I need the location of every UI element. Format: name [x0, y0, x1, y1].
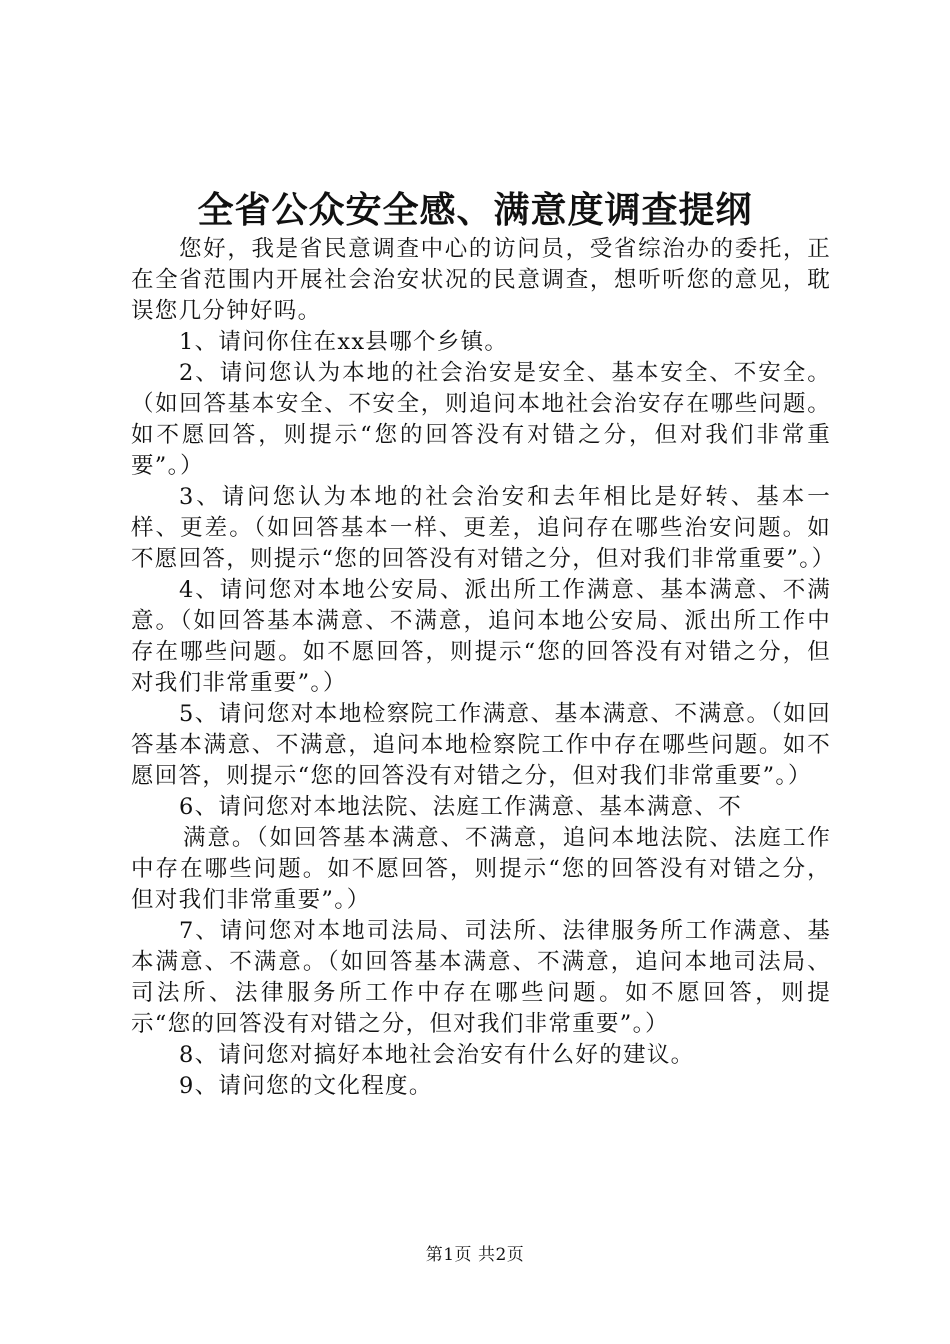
question-1: 1、请问你住在xx县哪个乡镇。 — [179, 329, 509, 355]
question-4: 4、请问您对本地公安局、派出所工作满意、基本满意、不满意。（如回答基本满意、不满意，追问本地公安局、派出所工作中存在哪些问题。如不愿回答，则提示“您的回答没有对错之分，但对我们非常重要”。） — [131, 577, 831, 696]
question-9: 9、请问您的文化程度。 — [179, 1073, 433, 1099]
intro-paragraph: 您好，我是省民意调查中心的访问员，受省综治办的委托，正在全省范围内开展社会治安状况的民意调查，想听听您的意见，耽误您几分钟好吗。 — [131, 236, 831, 324]
document-title: 全省公众安全感、满意度调查提纲 — [197, 189, 753, 231]
page-number-footer: 第1页 共2页 — [425, 1245, 525, 1265]
question-3: 3、请问您认为本地的社会治安和去年相比是好转、基本一样、更差。（如回答基本一样、更差，追问存在哪些治安问题。如不愿回答，则提示“您的回答没有对错之分，但对我们非常重要”。） — [131, 484, 836, 572]
question-2: 2、请问您认为本地的社会治安是安全、基本安全、不安全。（如回答基本安全、不安全，则追问本地社会治安存在哪些问题。如不愿回答，则提示“您的回答没有对错之分，但对我们非常重要”。） — [131, 360, 831, 479]
question-5: 5、请问您对本地检察院工作满意、基本满意、不满意。（如回答基本满意、不满意，追问本地检察院工作中存在哪些问题。如不愿回答，则提示“您的回答没有对错之分，但对我们非常重要”。） — [131, 701, 831, 789]
question-7: 7、请问您对本地司法局、司法所、法律服务所工作满意、基本满意、不满意。（如回答基本满意、不满意，追问本地司法局、司法所、法律服务所工作中存在哪些问题。如不愿回答，则提示“您的回答没有对错之分，但对我们非常重要”。） — [131, 918, 831, 1037]
question-8: 8、请问您对搞好本地社会治安有什么好的建议。 — [179, 1042, 695, 1068]
document-body — [131, 234, 836, 1102]
question-6-continuation-rest: 工作中存在哪些问题。如不愿回答，则提示“您的回答没有对错之分，但对我们非常重要”。） — [131, 825, 831, 913]
question-6: 6、请问您对本地法院、法庭工作满意、基本满意、不 — [179, 794, 743, 820]
question-6-continuation-first: 满意。（如回答基本满意、不满意，追问本地法院、法庭 — [183, 825, 783, 851]
question-6-continuation — [131, 823, 831, 916]
